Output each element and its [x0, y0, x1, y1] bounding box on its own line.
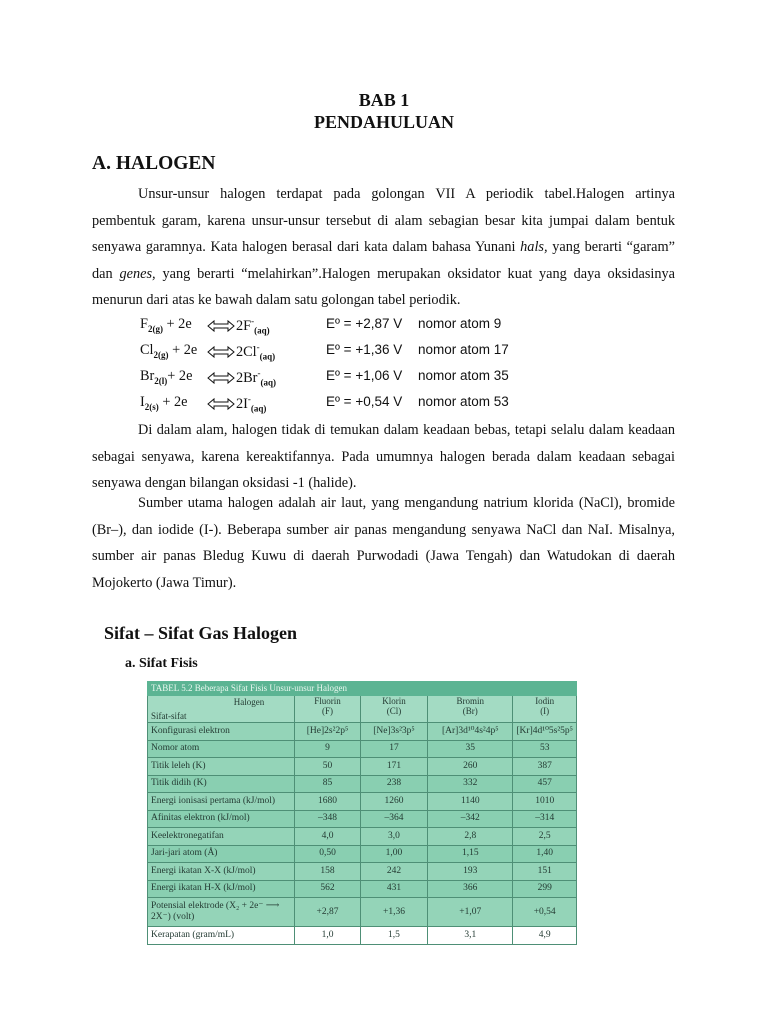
table-cell: 53: [513, 740, 577, 758]
equation-potential: Eº = +1,36 V: [326, 342, 403, 357]
equation-reactant: $Br_{2(l)}+ 2e$: [140, 368, 193, 386]
table-cell: 193: [428, 863, 513, 881]
table-cell: 431: [360, 880, 427, 898]
row-label: Titik didih (K): [148, 775, 295, 793]
subsection-item-physical: a. Sifat Fisis: [125, 656, 198, 671]
table-cell: 151: [513, 863, 577, 881]
table-cell: 50: [295, 758, 361, 776]
term-hals: hals,: [520, 239, 548, 255]
equilibrium-arrow-icon: [207, 371, 235, 385]
table-row: [148, 845, 577, 863]
equilibrium-arrow-icon: [207, 397, 235, 411]
table-row: [148, 898, 577, 927]
table-row: [148, 758, 577, 776]
chapter-number: BAB 1: [358, 90, 410, 110]
equation-row-fluorine: [140, 316, 620, 338]
table-cell: 1,40: [513, 845, 577, 863]
table-cell: +1,36: [360, 898, 427, 927]
table-cell: 2,8: [428, 828, 513, 846]
table-cell: –348: [295, 810, 361, 828]
chapter-title: PENDAHULUAN: [313, 112, 454, 132]
table-row: [148, 723, 577, 741]
table-cell: 171: [360, 758, 427, 776]
table-cell: 1,0: [295, 927, 361, 945]
equation-reactant: $F_{2(g)} + 2e$: [140, 316, 192, 334]
table-cell: [He]2s²2p⁵: [295, 723, 361, 741]
column-header: Klorin (Cl): [360, 696, 427, 723]
table-cell: 1260: [360, 793, 427, 811]
table-row: [148, 810, 577, 828]
equilibrium-arrow-icon: [207, 319, 235, 333]
column-header: Iodin (I): [513, 696, 577, 723]
subsection-heading: Sifat – Sifat Gas Halogen: [104, 623, 298, 643]
table-cell: 0,50: [295, 845, 361, 863]
row-label: Energi ionisasi pertama (kJ/mol): [148, 793, 295, 811]
table-cell: [Ar]3d¹⁰4s²4p⁵: [428, 723, 513, 741]
column-header: Bromin (Br): [428, 696, 513, 723]
row-label: Titik leleh (K): [148, 758, 295, 776]
equation-atom-number: nomor atom 9: [418, 316, 502, 331]
section-heading-halogen: A. HALOGEN: [92, 153, 216, 174]
equation-potential: Eº = +0,54 V: [326, 394, 403, 409]
table-cell: 299: [513, 880, 577, 898]
equation-row-bromine: [140, 368, 620, 390]
equation-row-iodine: [140, 394, 620, 416]
table-cell: 4,0: [295, 828, 361, 846]
paragraph-intro: Unsur-unsur halogen terdapat pada golongan VII A periodik tabel.Halogen artinya pembentuk garam, karena unsur-unsur tersebut di alam sebagian besar kita jumpai dalam bentuk senyawa garamnya. Kata halogen berasal dari kata dalam bahasa Yunani hals, yang berarti “garam” dan genes, yang berarti “melahirkan”.Halogen merupakan oksidator kuat yang daya oksidasinya menurun dari atas ke bawah dalam satu golongan tabel periodik.: [92, 186, 675, 308]
table-cell: –364: [360, 810, 427, 828]
equilibrium-arrow-icon: [207, 345, 235, 359]
table-row: [148, 927, 577, 945]
properties-table: [147, 681, 577, 945]
table-cell: –342: [428, 810, 513, 828]
row-label: Keelektronegatifan: [148, 828, 295, 846]
table-cell: 1680: [295, 793, 361, 811]
table-cell: 2,5: [513, 828, 577, 846]
table-cell: +1,07: [428, 898, 513, 927]
equation-product: $2I^-_{(aq)}$: [236, 394, 267, 414]
equation-product: $2F^-_{(aq)}$: [236, 316, 270, 336]
table-row: [148, 863, 577, 881]
equation-product: $2Br^-_{(aq)}$: [236, 368, 276, 388]
row-label: Jari-jari atom (Å): [148, 845, 295, 863]
equation-potential: Eº = +2,87 V: [326, 316, 403, 331]
table-cell: 35: [428, 740, 513, 758]
equation-product: $2Cl^-_{(aq)}$: [236, 342, 276, 362]
table-row: [148, 828, 577, 846]
table-cell: 17: [360, 740, 427, 758]
table-cell: 3,1: [428, 927, 513, 945]
table-cell: [Kr]4d¹⁰5s²5p⁵: [513, 723, 577, 741]
table-cell: 260: [428, 758, 513, 776]
table-cell: 562: [295, 880, 361, 898]
table-cell: 158: [295, 863, 361, 881]
equation-atom-number: nomor atom 53: [418, 394, 509, 409]
table-cell: +0,54: [513, 898, 577, 927]
term-genes: genes,: [119, 265, 156, 282]
row-label: Energi ikatan H-X (kJ/mol): [148, 880, 295, 898]
table-cell: 1,5: [360, 927, 427, 945]
equation-atom-number: nomor atom 17: [418, 342, 509, 357]
equation-atom-number: nomor atom 35: [418, 368, 509, 383]
table-cell: 3,0: [360, 828, 427, 846]
row-label: Nomor atom: [148, 740, 295, 758]
row-label: Energi ikatan X-X (kJ/mol): [148, 863, 295, 881]
table-row: [148, 793, 577, 811]
table-cell: 1140: [428, 793, 513, 811]
table-cell: 85: [295, 775, 361, 793]
table-cell: 332: [428, 775, 513, 793]
table-cell: 4,9: [513, 927, 577, 945]
table-cell: 242: [360, 863, 427, 881]
table-cell: 1,15: [428, 845, 513, 863]
table-caption: TABEL 5.2 Beberapa Sifat Fisis Unsur-unsur Halogen: [148, 682, 577, 696]
paragraph-sources: Sumber utama halogen adalah air laut, yang mengandung natrium klorida (NaCl), bromide (Br–), dan iodide (I-). Beberapa sumber air panas mengandung senyawa NaCl dan NaI. Misalnya, sumber air panas Bledug Kuwu di daerah Purwodadi (Jawa Tengah) dan Watudokan di daerah Mojokerto (Jawa Timur).: [92, 495, 675, 591]
table-cell: +2,87: [295, 898, 361, 927]
equation-row-chlorine: [140, 342, 620, 364]
table-row: [148, 740, 577, 758]
table-cell: 1010: [513, 793, 577, 811]
row-label: Kerapatan (gram/mL): [148, 927, 295, 945]
equation-reactant: $Cl_{2(g)} + 2e$: [140, 342, 198, 360]
row-label: Afinitas elektron (kJ/mol): [148, 810, 295, 828]
table-cell: 457: [513, 775, 577, 793]
table-cell: 366: [428, 880, 513, 898]
table-row: [148, 880, 577, 898]
table-cell: 9: [295, 740, 361, 758]
row-label: Potensial elektrode (X₂ + 2e⁻ ⟶ 2X⁻) (volt): [148, 898, 295, 927]
equation-reactant: $I_{2(s)} + 2e$: [140, 394, 188, 412]
table-cell: 387: [513, 758, 577, 776]
equation-potential: Eº = +1,06 V: [326, 368, 403, 383]
table-photo: [147, 681, 577, 940]
table-cell: –314: [513, 810, 577, 828]
table-cell: [Ne]3s²3p⁵: [360, 723, 427, 741]
column-header: Fluorin (F): [295, 696, 361, 723]
table-cell: 238: [360, 775, 427, 793]
table-row: [148, 775, 577, 793]
row-label: Konfigurasi elektron: [148, 723, 295, 741]
table-corner-header: Halogen Sifat-sifat: [148, 696, 295, 723]
paragraph-natural-state: Di dalam alam, halogen tidak di temukan dalam keadaan bebas, tetapi selalu dalam keadaan sebagai senyawa, karena kereaktifannya. Pada umumnya halogen berada dalam keadaan sebagai senyawa dengan bilangan oksidasi -1 (halide).: [92, 422, 675, 491]
table-cell: 1,00: [360, 845, 427, 863]
